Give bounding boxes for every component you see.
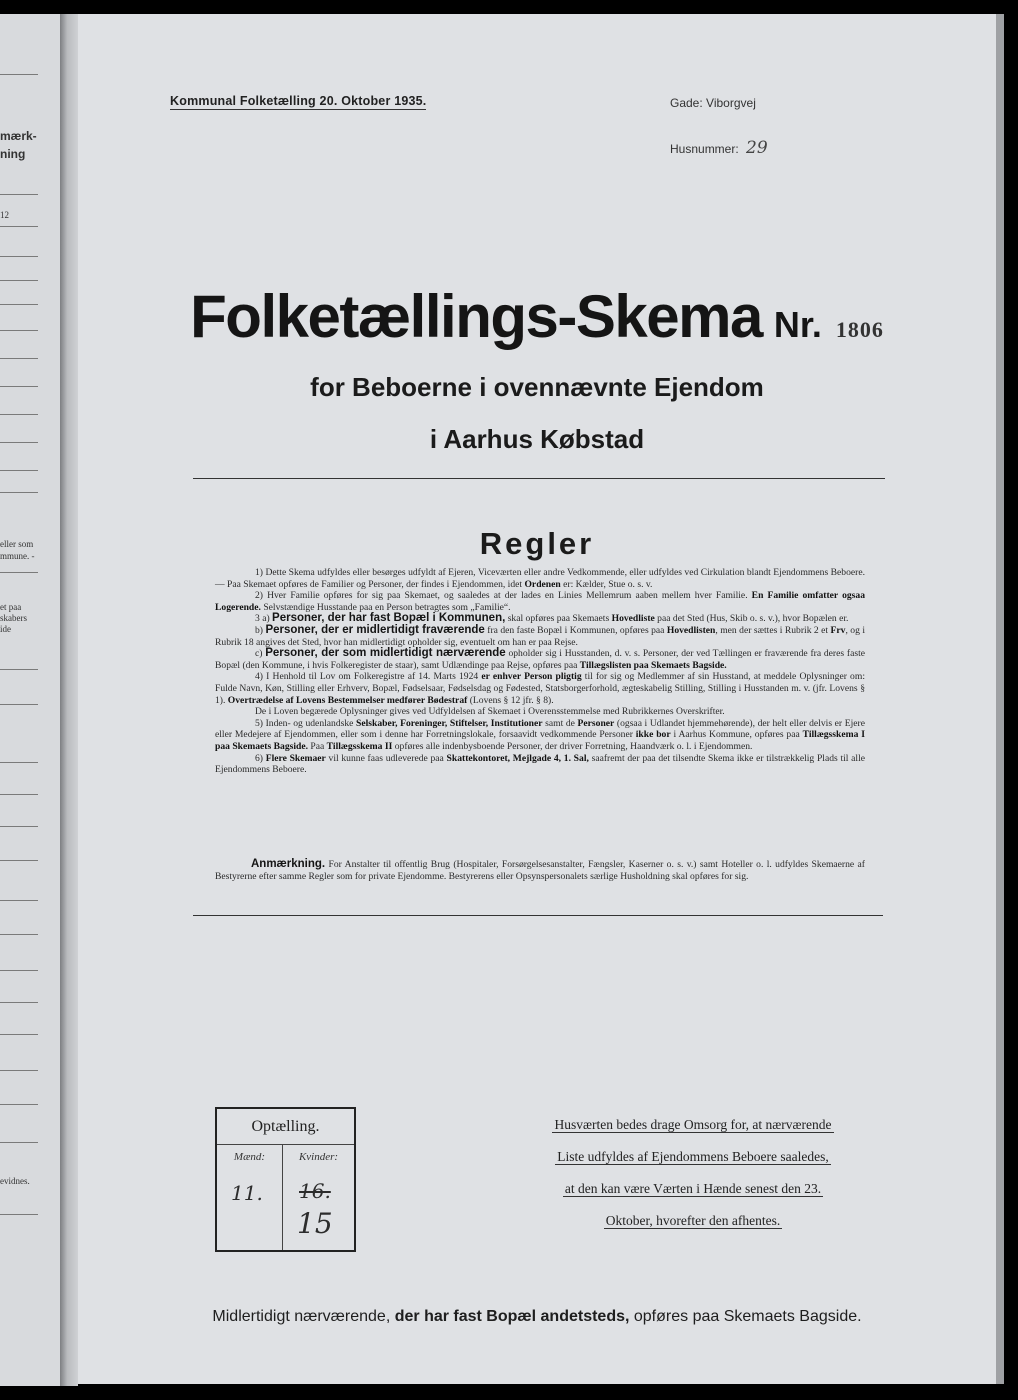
ruled-line bbox=[0, 304, 38, 305]
count-box bbox=[215, 1107, 356, 1252]
ruled-line bbox=[0, 280, 38, 281]
street-value: Viborgvej bbox=[706, 96, 756, 110]
ruled-line bbox=[0, 194, 38, 195]
left-page-fragment bbox=[0, 14, 60, 1386]
footer-note: Midlertidigt nærværende, der har fast Bopæl andetsteds, opføres paa Skemaets Bagside. bbox=[212, 1308, 862, 1325]
census-label: Kommunal Folketælling 20. Oktober 1935. bbox=[170, 94, 427, 108]
landlord-line: at den kan være Værten i Hænde senest den 23. bbox=[564, 1181, 822, 1196]
left-fragment-text: ning bbox=[0, 147, 26, 161]
count-box-title: Optælling. bbox=[217, 1109, 354, 1145]
remark-label: Anmærkning. bbox=[251, 858, 326, 870]
women-count: 15 bbox=[297, 1207, 333, 1240]
ruled-line bbox=[0, 1002, 38, 1003]
left-fragment-text: eller som bbox=[0, 539, 34, 549]
rule-3b: b) Personer, der er midlertidigt fraværende fra den faste Bopæl i Kommunen, opføres paa Hovedlisten, men der sættes i Rubrik 2 et Frv, og i Rubrik 18 angives det Sted, hvor han midlertidigt opholder sig, eventuelt om han er paa Rejse. bbox=[215, 623, 865, 648]
ruled-line bbox=[0, 1034, 38, 1035]
landlord-line: Husværten bedes drage Omsorg for, at nærværende bbox=[554, 1117, 832, 1132]
ruled-line bbox=[0, 970, 38, 971]
women-label: Kvinder: bbox=[298, 1151, 339, 1163]
rule-2: 2) Hver Familie opføres for sig paa Skemaet, og saaledes at der lades en Linies Mellemrum aaben mellem hver Familie. En Familie omfatter ogsaa Logerende. Selvstændige Husstande paa en Person betragtes som „Familie“. bbox=[215, 590, 865, 613]
ruled-line bbox=[0, 74, 38, 75]
rule-1: 1) Dette Skema udfyldes eller besørges udfyldt af Ejeren, Viceværten eller andre Vedkommende, eller udfyldes ved Cirkulation blandt Ejendommens Beboere. — Paa Skemaet opføres de Familier og Personer, der findes i Ejendommen, idet Ordenen er: Kælder, Stue o. s. v. bbox=[215, 567, 865, 590]
form-number: 1806 bbox=[835, 317, 884, 342]
ruled-line bbox=[0, 1142, 38, 1143]
men-column bbox=[217, 1145, 283, 1250]
left-fragment-text: 12 bbox=[0, 210, 9, 220]
men-count: 11. bbox=[231, 1181, 263, 1205]
landlord-instruction bbox=[518, 1112, 868, 1240]
remark-note bbox=[215, 859, 865, 882]
left-fragment-text: skabers bbox=[0, 613, 27, 623]
form-subtitle: for Beboerne i ovennævnte Ejendom bbox=[310, 372, 764, 402]
house-number-label: Husnummer: bbox=[670, 142, 739, 156]
remark-text: For Anstalter til offentlig Brug (Hospitaler, Forsørgelsesanstalter, Fængsler, Kaserner o. s. v.) samt Hoteller o. l. udfyldes Skemaerne af Bestyrerne efter samme Regler som for private Ejendomme. Bestyrerens eller Opsynspersonalets særlige Husholdning skal opføres for sig. bbox=[215, 859, 865, 882]
street-label: Gade: bbox=[670, 96, 703, 110]
rule-5: 5) Inden- og udenlandske Selskaber, Foreninger, Stiftelser, Institutioner samt de Personer (ogsaa i Udlandet hjemmehørende), der helt eller delvis er Ejere eller Medejere af Ejendommen, eller som i denne har Forretningslokale, forsaavidt vedkommende Personer ikke bor i Aarhus Kommune, opføres paa Tillægsskema I paa Skemaets Bagside. Paa Tillægsskema II opføres alle indenbysboende Personer, der driver Forretning, Haandværk o. l. i Ejendommen. bbox=[215, 717, 865, 752]
rule-4-continued: De i Loven begærede Oplysninger gives ved Udfyldelsen af Skemaet i Overensstemmelse med Rubrikkernes Overskrifter. bbox=[255, 706, 725, 718]
women-count-struck: 16. bbox=[299, 1179, 331, 1203]
ruled-line bbox=[0, 704, 38, 705]
ruled-line bbox=[0, 934, 38, 935]
street-row bbox=[670, 96, 756, 110]
form-title bbox=[78, 282, 996, 351]
landlord-line: Oktober, hvorefter den afhentes. bbox=[605, 1213, 781, 1228]
book-gutter bbox=[60, 14, 78, 1386]
rule-6: 6) Flere Skemaer vil kunne faas udleverede paa Skattekontoret, Mejlgade 4, 1. Sal, saafremt der paa det tilsendte Skema ikke er tilstrækkelig Plads til alle Ejendommens Beboere. bbox=[215, 752, 866, 776]
ruled-line bbox=[0, 414, 38, 415]
rule-4: 4) I Henhold til Lov om Folkeregistre af 14. Marts 1924 er enhver Person pligtig til for sig og Medlemmer af sin Husstand, at meddele Oplysninger om: Fulde Navn, Køn, Stilling eller Erhverv, Bopæl, Fødselsaar, Fødselsdag og Fødested, Statsborgerforhold, ægteskabelig Stilling, Stilling i Husstanden m. v. (jfr. Lovens § 1). Overtrædelse af Lovens Bestemmelser medfører Bødestraf (Lovens § 12 jfr. § 8). bbox=[215, 671, 865, 706]
rules-text bbox=[215, 567, 865, 776]
left-fragment-text: mærk- bbox=[0, 129, 37, 143]
ruled-line bbox=[0, 1104, 38, 1105]
page-edge bbox=[996, 14, 1004, 1384]
ruled-line bbox=[0, 492, 38, 493]
ruled-line bbox=[0, 358, 38, 359]
left-fragment-text: et paa bbox=[0, 602, 22, 612]
ruled-line bbox=[0, 900, 38, 901]
left-fragment-text: evidnes. bbox=[0, 1176, 30, 1186]
ruled-line bbox=[0, 386, 38, 387]
ruled-line bbox=[0, 572, 38, 573]
ruled-line bbox=[0, 762, 38, 763]
rules-heading: Regler bbox=[479, 526, 595, 561]
ruled-line bbox=[0, 794, 38, 795]
rule-3c: c) Personer, der som midlertidigt nærværende opholder sig i Husstanden, d. v. s. Personer, der ved Tællingen er fraværende fra deres faste Bopæl (den Kommune, i hvis Folkeregister de staar), samt Udlændinge paa Rejse, opføres paa Tillægslisten paa Skemaets Bagside. bbox=[215, 647, 865, 671]
house-number-row bbox=[670, 138, 768, 158]
ruled-line bbox=[0, 669, 38, 670]
form-title-nr: Nr. bbox=[773, 304, 822, 345]
house-number-value: 29 bbox=[746, 138, 768, 158]
ruled-line bbox=[0, 442, 38, 443]
ruled-line bbox=[0, 1070, 38, 1071]
divider bbox=[193, 478, 885, 479]
ruled-line bbox=[0, 1214, 38, 1215]
ruled-line bbox=[0, 330, 38, 331]
divider bbox=[193, 915, 883, 916]
ruled-line bbox=[0, 860, 38, 861]
men-label: Mænd: bbox=[233, 1151, 266, 1163]
form-subtitle-city: i Aarhus Købstad bbox=[429, 424, 645, 454]
rule-3a: 3 a) Personer, der har fast Bopæl i Kommunen, skal opføres paa Skemaets Hovedliste paa det Sted (Hus, Skib o. s. v.), hvor Bopælen er. bbox=[255, 612, 849, 625]
women-column bbox=[283, 1145, 354, 1250]
left-fragment-text: mmune. - bbox=[0, 551, 35, 561]
ruled-line bbox=[0, 826, 38, 827]
ruled-line bbox=[0, 226, 38, 227]
form-title-main: Folketællings-Skema bbox=[190, 283, 762, 350]
left-fragment-text: ide bbox=[0, 624, 11, 634]
ruled-line bbox=[0, 256, 38, 257]
census-form-page bbox=[78, 14, 996, 1384]
ruled-line bbox=[0, 470, 38, 471]
landlord-line: Liste udfyldes af Ejendommens Beboere saaledes, bbox=[557, 1149, 829, 1164]
